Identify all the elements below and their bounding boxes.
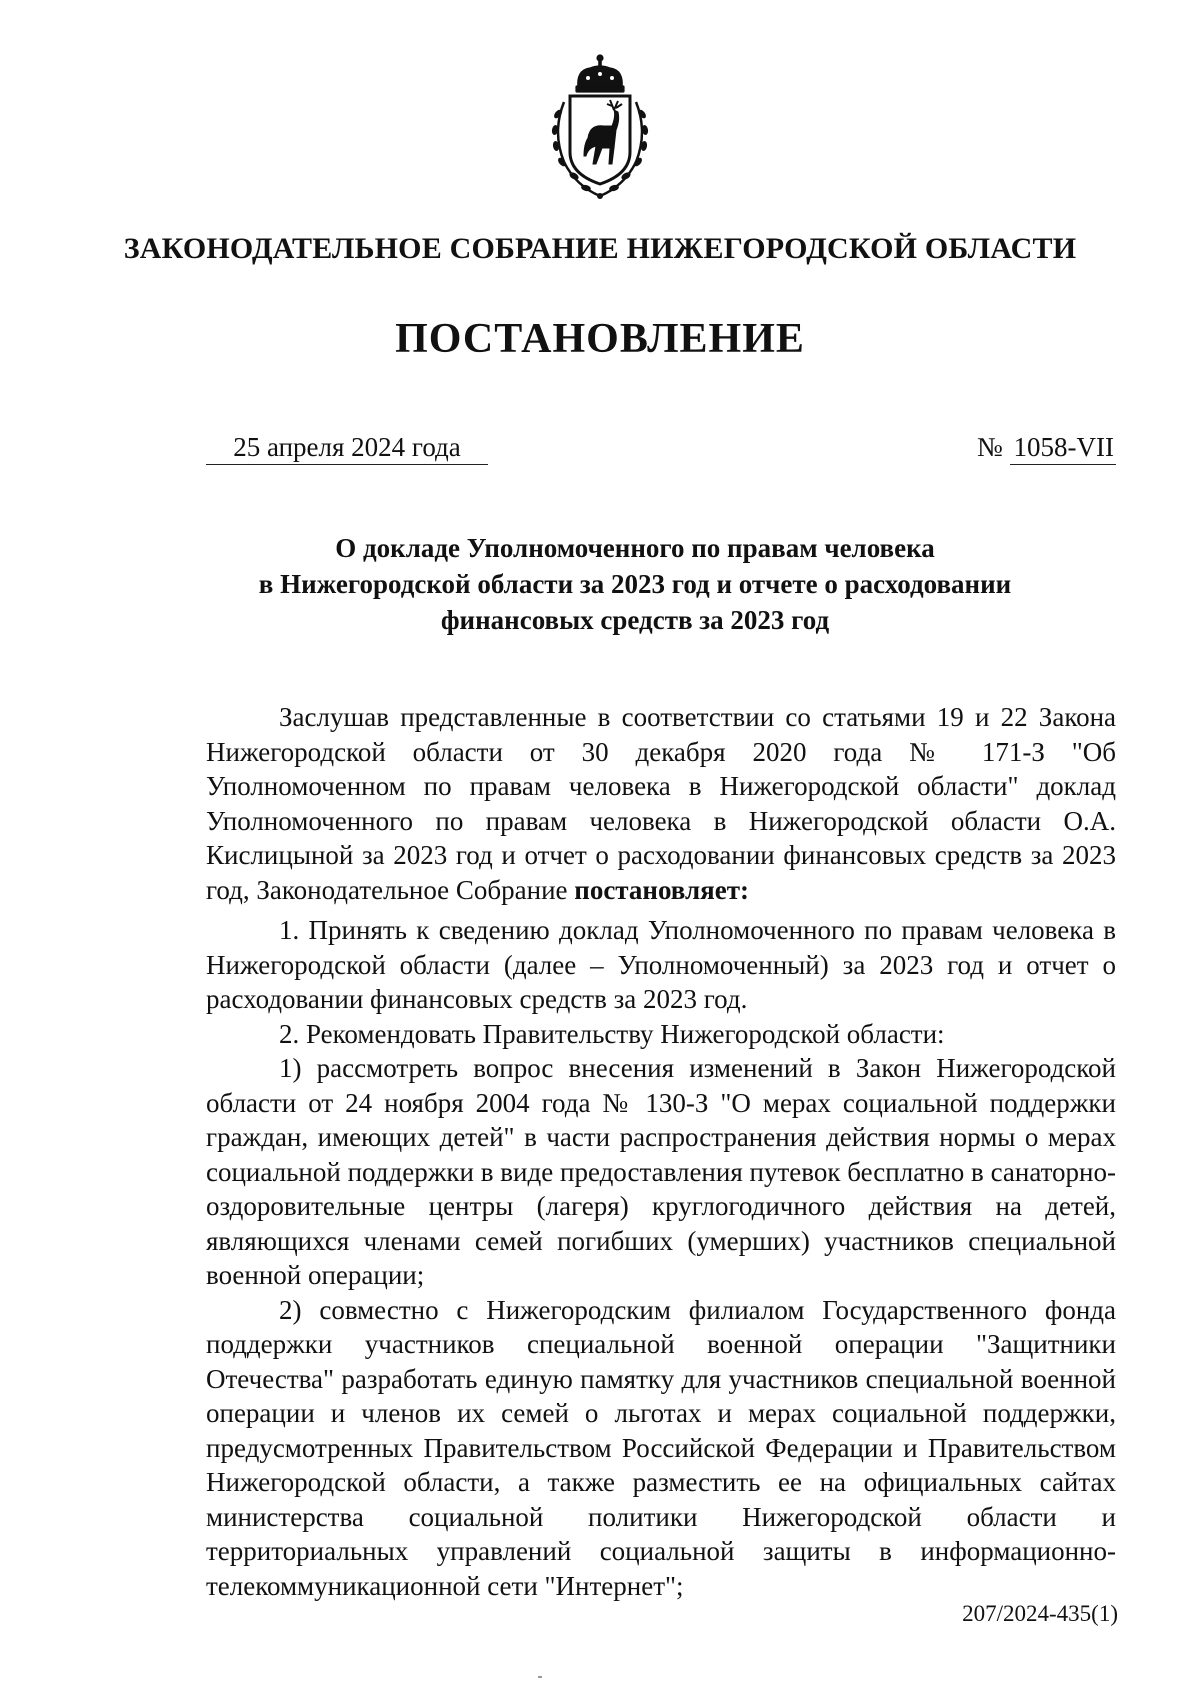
number-sign: № xyxy=(977,432,1003,462)
document-subject xyxy=(200,530,1070,638)
nizhny-novgorod-coat-of-arms-icon xyxy=(530,52,670,202)
scan-artifact xyxy=(538,1676,542,1678)
subject-line: финансовых средств за 2023 год xyxy=(440,605,830,635)
document-type-heading: ПОСТАНОВЛЕНИЕ xyxy=(395,316,805,362)
item-2-2-paragraph: 2) совместно с Нижегородским филиалом Государственного фонда поддержки участников специальной военной операции "Защитники Отечества" разработать единую памятку для участников специальной военной операции и членов их семей о льготах и мерах социальной поддержки, предусмотренных Правительством Российской Федерации и Правительством Нижегородской области, а также разместить ее на официальных сайтах министерства социальной политики Нижегородской области и территориальных управлений социальной защиты в информационно-телекоммуникационной сети "Интернет"; xyxy=(206,1294,1116,1601)
subject-line: в Нижегородской области за 2023 год и отчете о расходовании xyxy=(258,569,1012,599)
resolution-keyword: постановляет: xyxy=(574,874,750,905)
document-registration-code: 207/2024-435(1) xyxy=(962,1601,1118,1626)
document-date: 25 апреля 2024 года xyxy=(206,432,488,465)
subject-line: О докладе Уполномоченного по правам человека xyxy=(335,533,935,563)
organization-title: ЗАКОНОДАТЕЛЬНОЕ СОБРАНИЕ НИЖЕГОРОДСКОЙ ОБЛАСТИ xyxy=(123,232,1077,265)
document-number-value: 1058-VII xyxy=(1010,432,1116,465)
preamble-text: Заслушав представленные в соответствии со статьями 19 и 22 Закона Нижегородской области от 30 декабря 2020 года № 171-З "Об Уполномоченном по правам человека в Нижегородской области" доклад Уполномоченного по правам человека в Нижегородской области О.А. Кислицыной за 2023 год и отчет о расходовании финансовых средств за 2023 год, Законодательное Собрание xyxy=(206,702,1116,905)
preamble-paragraph xyxy=(206,700,1116,907)
item-2-paragraph: 2. Рекомендовать Правительству Нижегородской области: xyxy=(279,1018,945,1049)
document-body xyxy=(206,700,1116,1603)
document-meta-row xyxy=(206,432,1116,472)
item-2-1-paragraph: 1) рассмотреть вопрос внесения изменений в Закон Нижегородской области от 24 ноября 2004 года № 130-З "О мерах социальной поддержки граждан, имеющих детей" в части распространения действия нормы о мерах социальной поддержки в виде предоставления путевок бесплатно в санаторно-оздоровительные центры (лагеря) круглогодичного действия на детей, являющихся членами семей погибших (умерших) участников специальной военной операции; xyxy=(206,1053,1116,1290)
item-1-paragraph: 1. Принять к сведению доклад Уполномоченного по правам человека в Нижегородской области (далее – Уполномоченный) за 2023 год и отчет о расходовании финансовых средств за 2023 год. xyxy=(206,915,1116,1014)
document-number xyxy=(977,432,1116,465)
